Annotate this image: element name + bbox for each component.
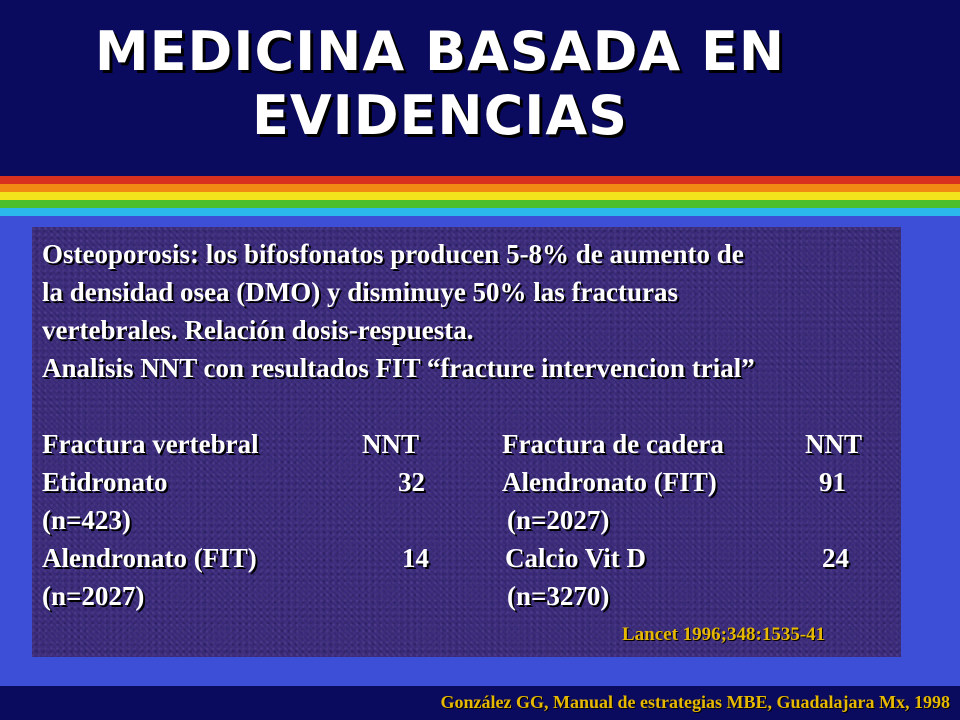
stripe-orange	[0, 184, 960, 192]
right-n-2: (n=3270)	[507, 581, 610, 611]
stripe-cyan	[0, 208, 960, 216]
slide-title	[0, 20, 920, 148]
stripe-red	[0, 176, 960, 184]
intro-line-2: la densidad osea (DMO) y disminuye 50% las fracturas	[42, 277, 679, 307]
content-panel	[32, 227, 901, 657]
left-n-1: (n=423)	[42, 505, 131, 535]
footer-bar	[0, 686, 960, 720]
title-line-1: MEDICINA BASADA EN	[94, 20, 786, 83]
stripe-green	[0, 200, 960, 208]
right-drug-2: Calcio Vit D	[505, 543, 646, 573]
rainbow-stripes	[0, 176, 960, 216]
left-column-header: Fractura vertebral	[42, 429, 259, 459]
intro-line-1: Osteoporosis: los bifosfonatos producen 5-8% de aumento de	[42, 239, 744, 269]
right-drug-1: Alendronato (FIT)	[502, 467, 717, 497]
right-nnt-1: 91	[819, 467, 846, 497]
stripe-yellow	[0, 192, 960, 200]
lancet-reference: Lancet 1996;348:1535-41	[622, 624, 826, 645]
right-nnt-2: 24	[822, 543, 849, 573]
left-nnt-1: 32	[398, 467, 425, 497]
intro-line-4: Analisis NNT con resultados FIT “fracture intervencion trial”	[42, 353, 755, 383]
right-nnt-header: NNT	[805, 429, 863, 459]
left-drug-1: Etidronato	[42, 467, 168, 497]
intro-line-3: vertebrales. Relación dosis-respuesta.	[42, 315, 474, 345]
footer-citation: González GG, Manual de estrategias MBE, Guadalajara Mx, 1998	[440, 692, 950, 712]
left-nnt-2: 14	[402, 543, 429, 573]
left-nnt-header: NNT	[362, 429, 420, 459]
title-bar	[0, 0, 960, 176]
title-line-2: EVIDENCIAS	[251, 84, 629, 147]
right-n-1: (n=2027)	[507, 505, 610, 535]
left-drug-2: Alendronato (FIT)	[42, 543, 257, 573]
right-column-header: Fractura de cadera	[502, 429, 724, 459]
left-n-2: (n=2027)	[42, 581, 145, 611]
